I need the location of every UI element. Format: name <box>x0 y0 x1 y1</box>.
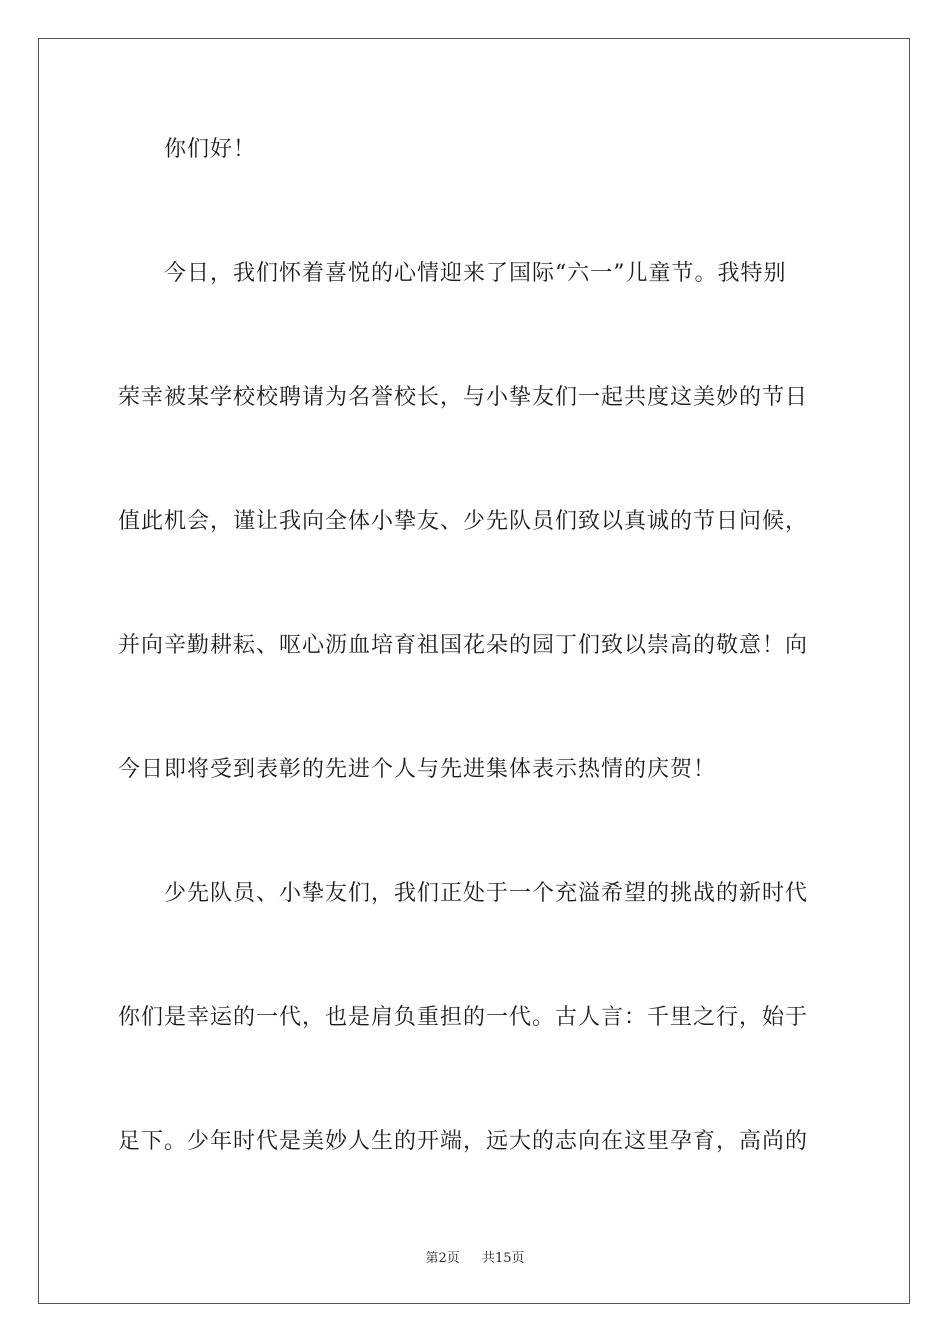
page-number: 第2页 <box>425 1251 460 1266</box>
page-total: 共15页 <box>482 1251 525 1266</box>
paragraph-line: 少先队员、小挚友们，我们正处于一个充溢希望的挑战的新时代 <box>164 881 809 906</box>
paragraph-line: 你们是幸运的一代，也是肩负重担的一代。古人言：千里之行，始于 <box>118 1005 809 1030</box>
page-footer <box>0 1247 950 1266</box>
paragraph-line: 并向辛勤耕耘、呕心沥血培育祖国花朵的园丁们致以崇高的敬意！向 <box>118 633 809 658</box>
page-frame <box>38 38 910 1304</box>
paragraph-line: 足下。少年时代是美妙人生的开端，远大的志向在这里孕育，高尚的 <box>118 1129 809 1154</box>
paragraph-line: 今日即将受到表彰的先进个人与先进集体表示热情的庆贺！ <box>118 757 717 782</box>
paragraph-line: 今日，我们怀着喜悦的心情迎来了国际“六一”儿童节。我特别 <box>164 261 787 286</box>
greeting-line: 你们好！ <box>164 137 257 162</box>
paragraph-line: 荣幸被某学校校聘请为名誉校长，与小挚友们一起共度这美妙的节日 <box>118 385 809 410</box>
paragraph-line: 值此机会，谨让我向全体小挚友、少先队员们致以真诚的节日问候， <box>118 509 809 534</box>
